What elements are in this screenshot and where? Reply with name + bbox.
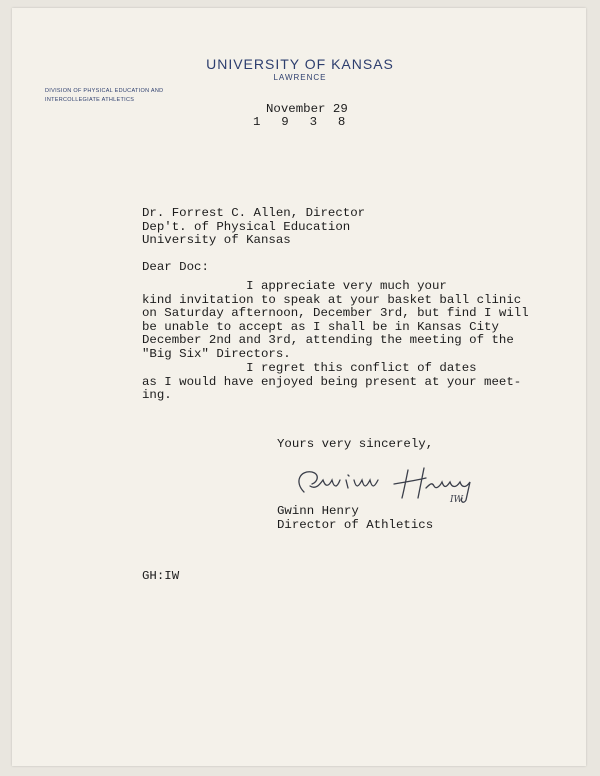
paragraph-1-line-6: "Big Six" Directors. — [142, 346, 291, 361]
reference-initials: GH:IW — [142, 569, 180, 583]
paragraph-2-line-1: I regret this conflict of dates — [142, 361, 477, 375]
signer-title: Director of Athletics — [277, 517, 434, 532]
paragraph-1 — [142, 280, 529, 361]
date-year: 1 9 3 8 — [253, 115, 348, 129]
recipient-address — [142, 207, 365, 248]
recipient-line-1: Dr. Forrest C. Allen, Director — [142, 206, 366, 220]
division-line-1: DIVISION OF PHYSICAL EDUCATION AND — [45, 88, 164, 94]
paragraph-1-line-4: be unable to accept as I shall be in Kansas City — [142, 319, 499, 334]
signer-block — [277, 505, 433, 532]
paragraph-1-line-5: December 2nd and 3rd, attending the meeting of the — [142, 333, 514, 347]
date-month-day: November 29 — [266, 102, 348, 116]
paragraph-2-line-2: as I would have enjoyed being present at your meet- — [142, 374, 522, 389]
paragraph-2 — [142, 362, 521, 403]
signer-name: Gwinn Henry — [277, 504, 359, 518]
paragraph-1-line-1: I appreciate very much your — [142, 279, 447, 293]
salutation: Dear Doc: — [142, 260, 209, 274]
letterhead-division — [45, 87, 163, 105]
handwritten-signature — [290, 464, 510, 504]
signature-text: Gwinn Henry — [290, 464, 296, 465]
letterhead-university: UNIVERSITY OF KANSAS — [206, 56, 394, 72]
letterhead-city: LAWRENCE — [273, 73, 327, 82]
recipient-line-2: Dep't. of Physical Education — [142, 219, 351, 234]
signature-mark: IW — [450, 495, 463, 504]
paragraph-2-line-3: ing. — [142, 388, 172, 402]
closing: Yours very sincerely, — [277, 437, 434, 451]
paragraph-1-line-3: on Saturday afternoon, December 3rd, but find I will — [142, 306, 529, 320]
recipient-line-3: University of Kansas — [142, 233, 291, 247]
division-line-2: INTERCOLLEGIATE ATHLETICS — [45, 97, 135, 103]
paragraph-1-line-2: kind invitation to speak at your basket ball clinic — [142, 292, 522, 307]
